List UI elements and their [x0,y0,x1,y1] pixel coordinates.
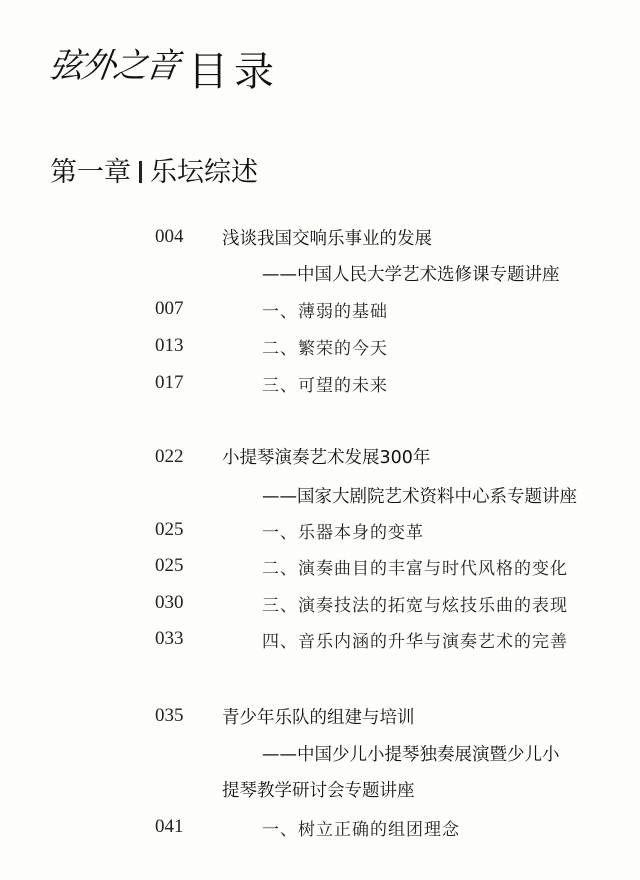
toc-page-number: 025 [155,519,184,540]
toc-section-title: 四、音乐内涵的升华与演奏艺术的完善 [262,632,568,652]
toc-entry-subtitle: ——中国人民大学艺术选修课专题讲座 [262,265,560,285]
chapter-name: 乐坛综述 [150,157,258,188]
toc-section-title: 一、树立正确的组团理念 [262,820,460,840]
toc-page-number: 025 [155,555,184,576]
book-brand-logo: 弦外之音 [46,46,181,86]
toc-section-title: 二、演奏曲目的丰富与时代风格的变化 [262,559,568,579]
toc-page-number: 004 [155,226,184,247]
toc-page-number: 013 [155,335,184,356]
toc-section-title: 二、繁荣的今天 [262,339,388,359]
toc-section-title: 一、乐器本身的变革 [262,523,424,543]
toc-page-number: 041 [155,816,184,837]
toc-section-title: 三、可望的未来 [262,376,388,396]
toc-section-title: 一、薄弱的基础 [262,302,388,322]
toc-page-number: 017 [155,372,184,393]
chapter-label: 第一章 [50,157,131,188]
toc-entry-subtitle-continued: 提琴教学研讨会专题讲座 [222,781,415,801]
toc-entry-title: 浅谈我国交响乐事业的发展 [222,229,432,249]
toc-page-number: 007 [155,298,184,319]
toc-page-number: 022 [155,446,184,467]
toc-page-number: 033 [155,628,184,649]
page-title: 目录 [188,49,280,95]
toc-section-title: 三、演奏技法的拓宽与炫技乐曲的表现 [262,596,568,616]
toc-entry-title: 青少年乐队的组建与培训 [222,708,415,728]
toc-page-number: 030 [155,592,184,613]
toc-entry-subtitle: ——国家大剧院艺术资料中心系专题讲座 [262,487,577,507]
toc-page-number: 035 [155,705,184,726]
toc-entry-title: 小提琴演奏艺术发展300年 [222,448,431,468]
toc-entry-subtitle: ——中国少儿小提琴独奏展演暨少儿小 [262,745,560,765]
